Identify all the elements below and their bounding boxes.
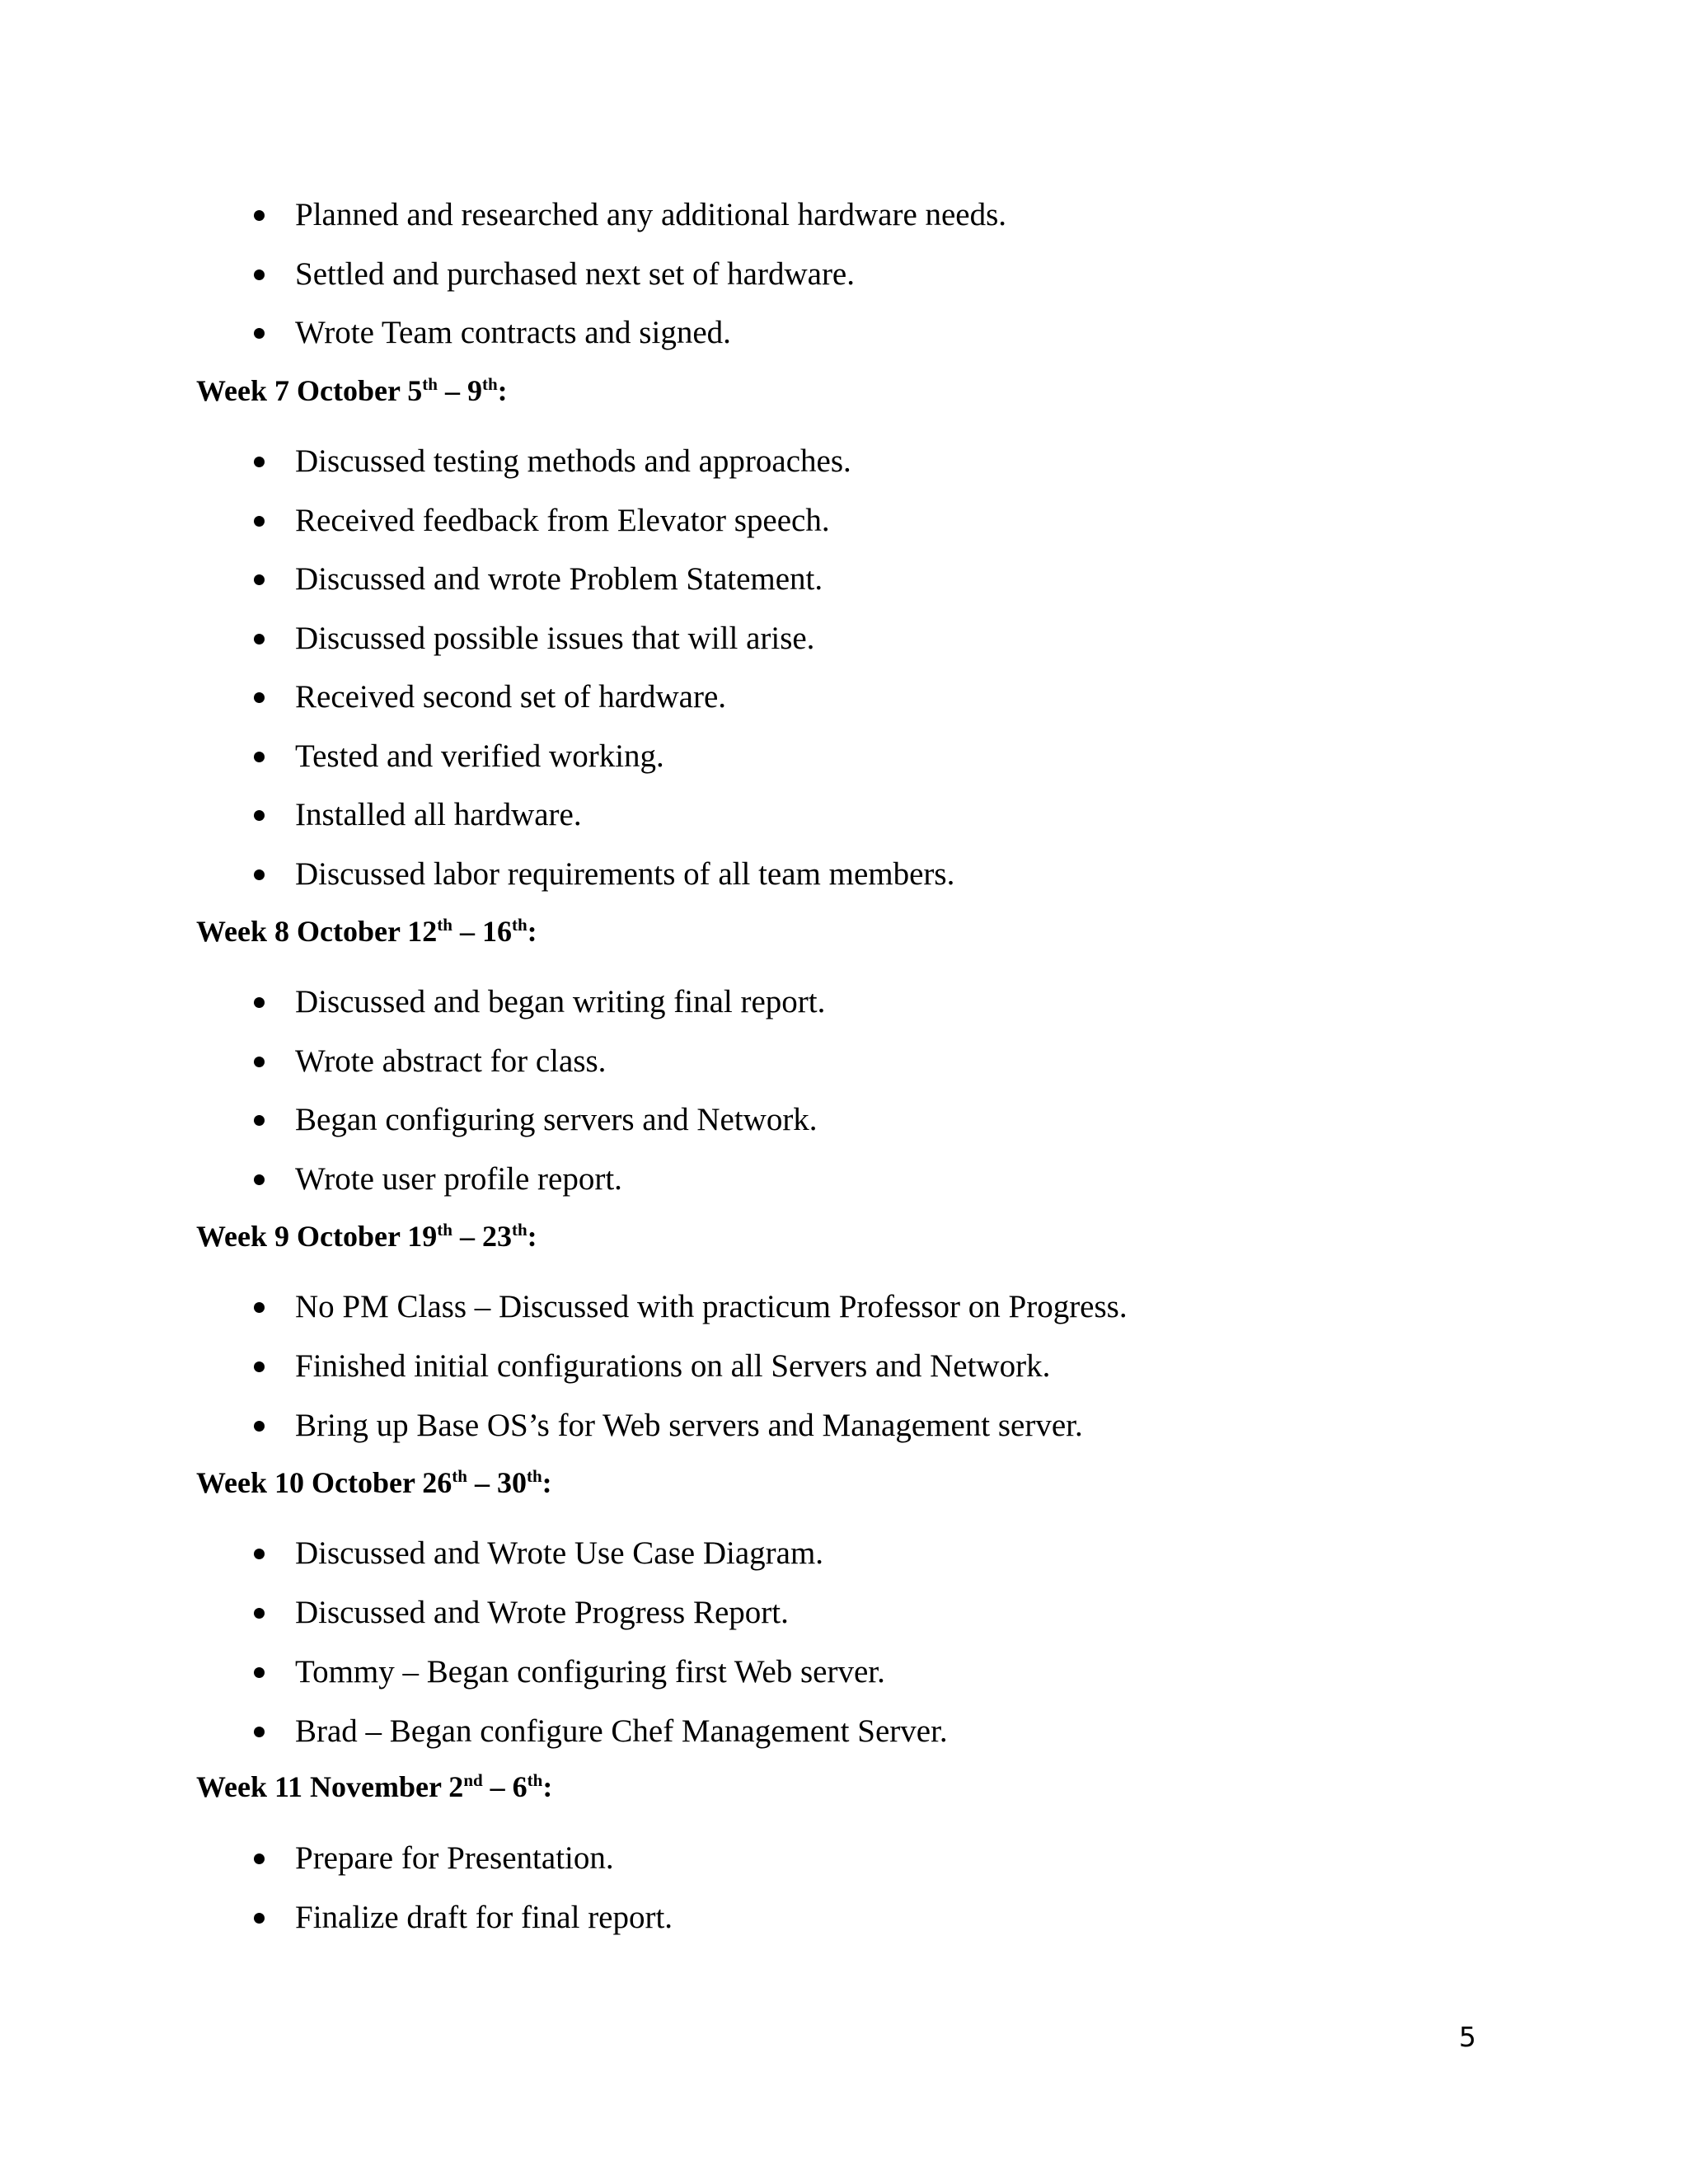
bullet-icon	[254, 1302, 265, 1313]
list-item: Wrote Team contracts and signed.	[295, 314, 731, 352]
list-item: Discussed and Wrote Use Case Diagram.	[295, 1535, 823, 1572]
list-item: Received second set of hardware.	[295, 678, 726, 716]
list-item: Prepare for Presentation.	[295, 1840, 614, 1877]
bullet-icon	[254, 1667, 265, 1678]
week-heading: Week 10 October 26th – 30th:	[196, 1466, 552, 1499]
list-item: Finalize draft for final report.	[295, 1899, 673, 1937]
bullet-icon	[254, 634, 265, 644]
list-item: Discussed and Wrote Progress Report.	[295, 1594, 789, 1632]
page-number: 5	[1459, 2021, 1476, 2053]
bullet-icon	[254, 1608, 265, 1619]
bullet-icon	[254, 1727, 265, 1737]
bullet-icon	[254, 1549, 265, 1559]
list-item: Brad – Began configure Chef Management Server.	[295, 1713, 948, 1750]
bullet-icon	[254, 1174, 265, 1185]
bullet-icon	[254, 1361, 265, 1372]
list-item: Installed all hardware.	[295, 796, 582, 834]
list-item: Discussed and began writing final report.	[295, 983, 825, 1021]
bullet-icon	[254, 692, 265, 703]
bullet-icon	[254, 516, 265, 527]
list-item: Wrote user profile report.	[295, 1160, 622, 1198]
week-heading: Week 8 October 12th – 16th:	[196, 915, 537, 948]
list-item: Tested and verified working.	[295, 738, 664, 776]
week-heading: Week 11 November 2nd – 6th:	[196, 1770, 553, 1803]
list-item: No PM Class – Discussed with practicum Professor on Progress.	[295, 1288, 1128, 1326]
list-item: Bring up Base OS’s for Web servers and Management server.	[295, 1407, 1083, 1445]
bullet-icon	[254, 1913, 265, 1924]
list-item: Discussed possible issues that will arise.	[295, 620, 814, 658]
bullet-icon	[254, 810, 265, 821]
bullet-icon	[254, 574, 265, 585]
list-item: Discussed testing methods and approaches.	[295, 443, 851, 480]
bullet-icon	[254, 1115, 265, 1126]
bullet-icon	[254, 269, 265, 280]
list-item: Discussed and wrote Problem Statement.	[295, 560, 823, 598]
list-item: Finished initial configurations on all Servers and Network.	[295, 1347, 1050, 1385]
bullet-icon	[254, 869, 265, 880]
bullet-icon	[254, 997, 265, 1008]
week-heading: Week 9 October 19th – 23th:	[196, 1220, 537, 1253]
bullet-icon	[254, 1057, 265, 1067]
bullet-icon	[254, 1854, 265, 1864]
list-item: Settled and purchased next set of hardware.	[295, 255, 855, 293]
bullet-icon	[254, 752, 265, 762]
bullet-icon	[254, 328, 265, 339]
list-item: Discussed labor requirements of all team members.	[295, 855, 954, 893]
list-item: Tommy – Began configuring first Web server.	[295, 1653, 885, 1691]
bullet-icon	[254, 1421, 265, 1432]
list-item: Planned and researched any additional hardware needs.	[295, 196, 1006, 234]
list-item: Began configuring servers and Network.	[295, 1101, 818, 1139]
list-item: Wrote abstract for class.	[295, 1043, 606, 1080]
week-heading: Week 7 October 5th – 9th:	[196, 374, 508, 407]
bullet-icon	[254, 210, 265, 221]
list-item: Received feedback from Elevator speech.	[295, 502, 830, 540]
bullet-icon	[254, 457, 265, 467]
